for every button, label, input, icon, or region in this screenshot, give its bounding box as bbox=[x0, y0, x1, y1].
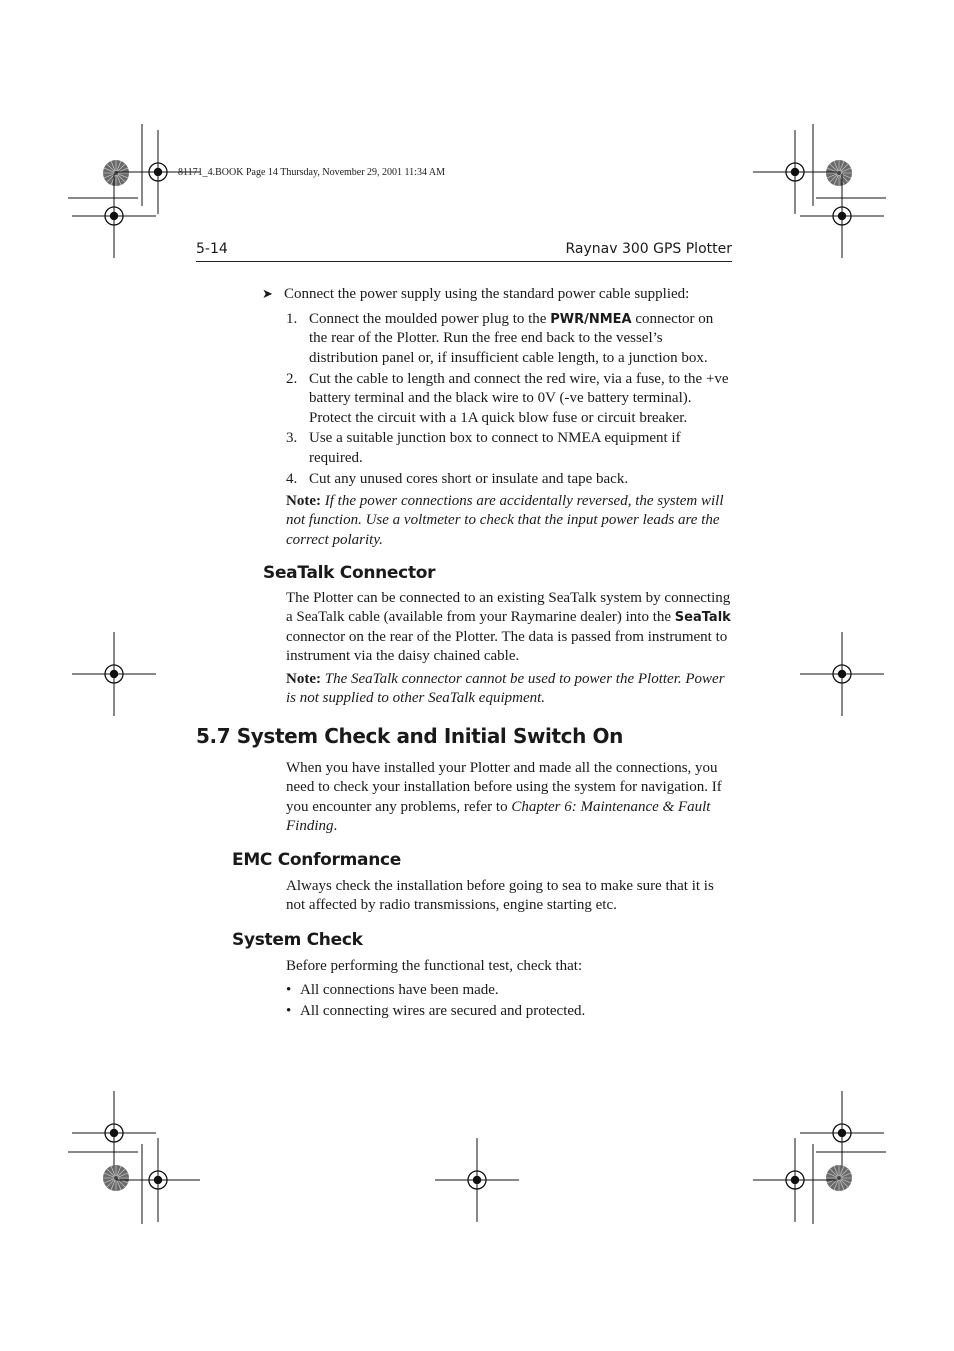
seatalk-note bbox=[286, 670, 732, 709]
crosshair-mark-icon bbox=[800, 632, 884, 716]
paragraph-text: . bbox=[333, 818, 338, 835]
system-check-paragraph: Before performing the functional test, check that: bbox=[286, 958, 583, 974]
print-slug: 81171_4.BOOK Page 14 Thursday, November 29, 2001 11:34 AM bbox=[178, 167, 446, 178]
crosshair-mark-icon bbox=[435, 1138, 519, 1222]
list-item bbox=[286, 981, 732, 1000]
note-text: If the power connections are accidentally reversed, the system will not function. Use a voltmeter to check that the input power leads are the correct polarity. bbox=[286, 493, 724, 548]
bullet-text: All connections have been made. bbox=[300, 982, 499, 998]
note-label: Note: bbox=[286, 493, 321, 509]
connector-term: SeaTalk bbox=[674, 610, 731, 626]
step-text: Cut any unused cores short or insulate and tape back. bbox=[309, 470, 629, 487]
step-number: 1. bbox=[286, 311, 298, 327]
seatalk-paragraph bbox=[286, 589, 732, 667]
list-item bbox=[286, 1002, 732, 1021]
starburst-mark-icon bbox=[103, 1165, 129, 1191]
list-item bbox=[286, 310, 732, 368]
starburst-mark-icon bbox=[826, 160, 852, 186]
emc-paragraph: Always check the installation before going to sea to make sure that it is not affected by radio transmissions, engine starting etc. bbox=[286, 878, 714, 914]
list-item bbox=[286, 470, 732, 489]
starburst-mark-icon bbox=[103, 160, 129, 186]
seatalk-heading: SeaTalk Connector bbox=[263, 563, 436, 583]
bullet-icon: • bbox=[286, 1003, 292, 1020]
step-number: 4. bbox=[286, 470, 298, 487]
crosshair-mark-icon bbox=[72, 632, 156, 716]
crosshair-mark-icon bbox=[72, 174, 156, 258]
connector-term: PWR/NMEA bbox=[550, 312, 632, 327]
section-heading: 5.7 System Check and Initial Switch On bbox=[196, 724, 623, 748]
system-check-list bbox=[286, 981, 732, 1024]
crosshair-mark-icon bbox=[753, 130, 837, 214]
bullet-text: All connecting wires are secured and protected. bbox=[300, 1003, 586, 1020]
step-text: Connect the moulded power plug to the bbox=[309, 311, 551, 327]
arrow-bullet-icon: ➤ bbox=[262, 287, 273, 302]
step-text: Cut the cable to length and connect the red wire, via a fuse, to the +ve battery terminal and the black wire to 0V (-ve battery terminal). Protect the circuit with a 1A quick blow fuse or circuit breaker. bbox=[309, 370, 729, 426]
section-paragraph bbox=[286, 759, 732, 837]
emc-heading: EMC Conformance bbox=[232, 850, 402, 870]
step-number: 3. bbox=[286, 430, 298, 447]
step-text: Use a suitable junction box to connect to NMEA equipment if required. bbox=[309, 430, 681, 466]
step-number: 2. bbox=[286, 370, 298, 387]
list-item bbox=[286, 370, 732, 428]
paragraph-text: The Plotter can be connected to an existing SeaTalk system by connecting a SeaTalk cable (available from your Raymarine dealer) into the bbox=[286, 590, 731, 626]
header-rule bbox=[196, 261, 732, 262]
list-item bbox=[286, 429, 732, 468]
bullet-icon: • bbox=[286, 982, 292, 998]
starburst-mark-icon bbox=[826, 1165, 852, 1191]
power-steps-list bbox=[286, 310, 732, 491]
paragraph-text: connector on the rear of the Plotter. The data is passed from instrument to instrument via the daisy chained cable. bbox=[286, 628, 728, 665]
page-number: 5-14 bbox=[196, 241, 228, 257]
note-label: Note: bbox=[286, 671, 321, 687]
step-text: connector on the rear of the Plotter. Run the free end back to the vessel’s distribution panel or, if insufficient cable length, to a junction box. bbox=[309, 311, 714, 366]
crosshair-mark-icon bbox=[116, 1138, 200, 1222]
power-note bbox=[286, 492, 732, 550]
system-check-heading: System Check bbox=[232, 930, 363, 950]
crosshair-mark-icon bbox=[753, 1138, 837, 1222]
power-intro bbox=[262, 285, 732, 304]
crosshair-mark-icon bbox=[72, 1091, 156, 1175]
running-title: Raynav 300 GPS Plotter bbox=[565, 241, 732, 257]
note-text: The SeaTalk connector cannot be used to power the Plotter. Power is not supplied to other SeaTalk equipment. bbox=[286, 671, 725, 707]
paragraph-text: When you have installed your Plotter and made all the connections, you need to check your installation before using the system for navigation. If you encounter any problems, refer to bbox=[286, 760, 722, 815]
chapter-reference: Chapter 6: Maintenance & Fault Finding bbox=[286, 798, 711, 835]
power-intro-text: Connect the power supply using the standard power cable supplied: bbox=[284, 286, 690, 302]
